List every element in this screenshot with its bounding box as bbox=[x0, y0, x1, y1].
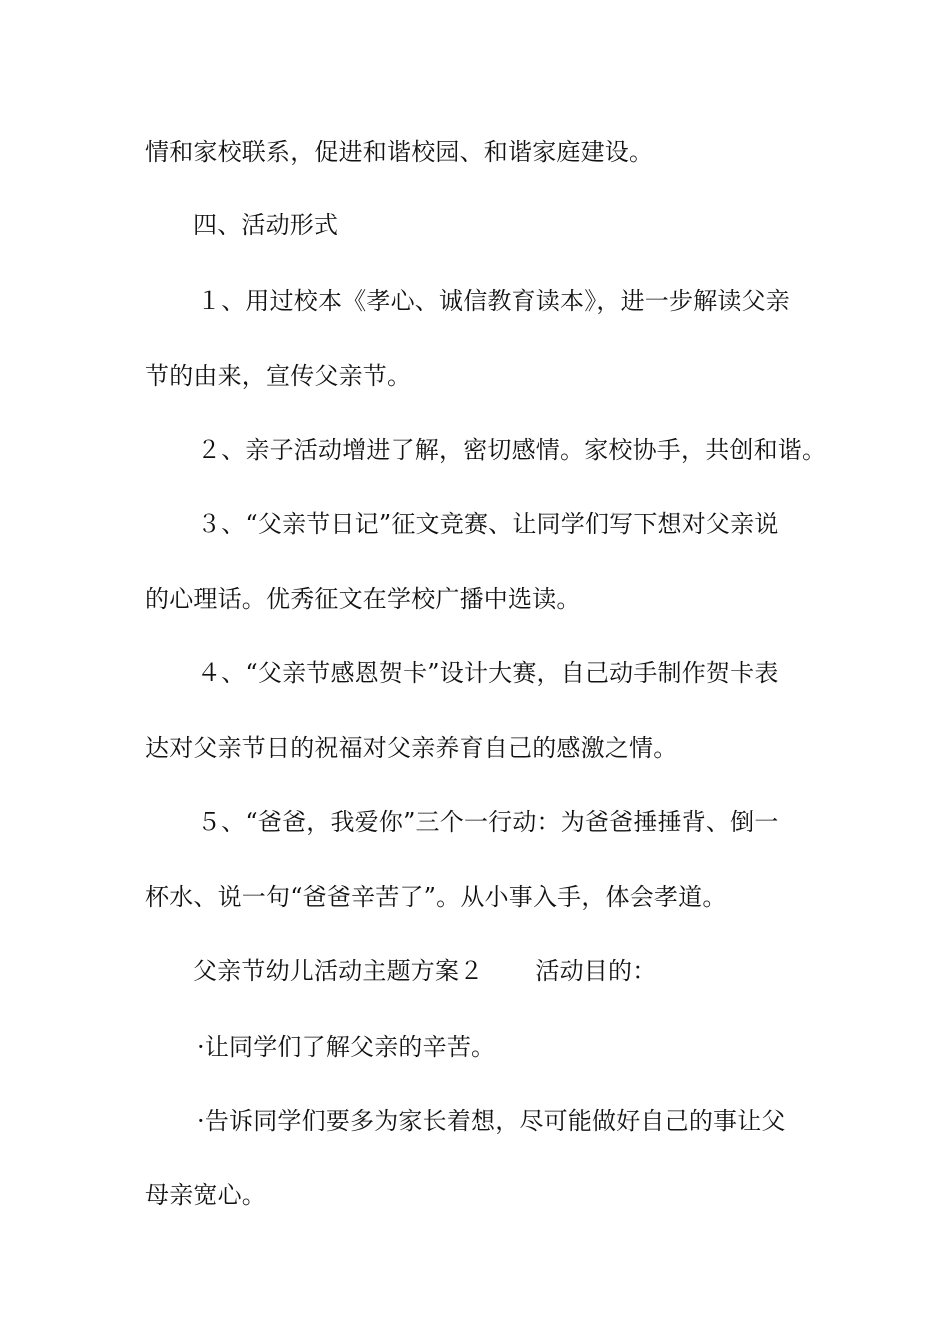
paragraph-line: ４、“父亲节感恩贺卡”设计大赛，自己动手制作贺卡表 bbox=[197, 659, 779, 687]
activity-purpose-label: 活动目的： bbox=[535, 957, 657, 985]
paragraph-line: ３、“父亲节日记”征文竞赛、让同学们写下想对父亲说 bbox=[197, 510, 779, 538]
plan-title: 父亲节幼儿活动主题方案２ bbox=[193, 957, 484, 985]
section-heading: 四、活动形式 bbox=[193, 211, 339, 239]
paragraph-line: 达对父亲节日的祝福对父亲养育自己的感激之情。 bbox=[145, 734, 678, 762]
bullet-item: ·让同学们了解父亲的辛苦。 bbox=[197, 1033, 496, 1061]
paragraph-line: 的心理话。优秀征文在学校广播中选读。 bbox=[145, 585, 581, 613]
paragraph-line: １、用过校本《孝心、诚信教育读本》，进一步解读父亲 bbox=[197, 287, 790, 315]
paragraph-line: ２、亲子活动增进了解，密切感情。家校协手，共创和谐。 bbox=[197, 436, 827, 464]
plan-title-line bbox=[193, 954, 863, 988]
paragraph-line: 情和家校联系，促进和谐校园、和谐家庭建设。 bbox=[145, 138, 654, 166]
paragraph-line: 杯水、说一句“爸爸辛苦了”。从小事入手，体会孝道。 bbox=[145, 883, 727, 911]
paragraph-line: 母亲宽心。 bbox=[145, 1181, 266, 1209]
bullet-item: ·告诉同学们要多为家长着想，尽可能做好自己的事让父 bbox=[197, 1107, 786, 1135]
paragraph-line: 节的由来，宣传父亲节。 bbox=[145, 362, 412, 390]
paragraph-line: ５、“爸爸，我爱你”三个一行动：为爸爸捶捶背、倒一 bbox=[197, 808, 779, 836]
